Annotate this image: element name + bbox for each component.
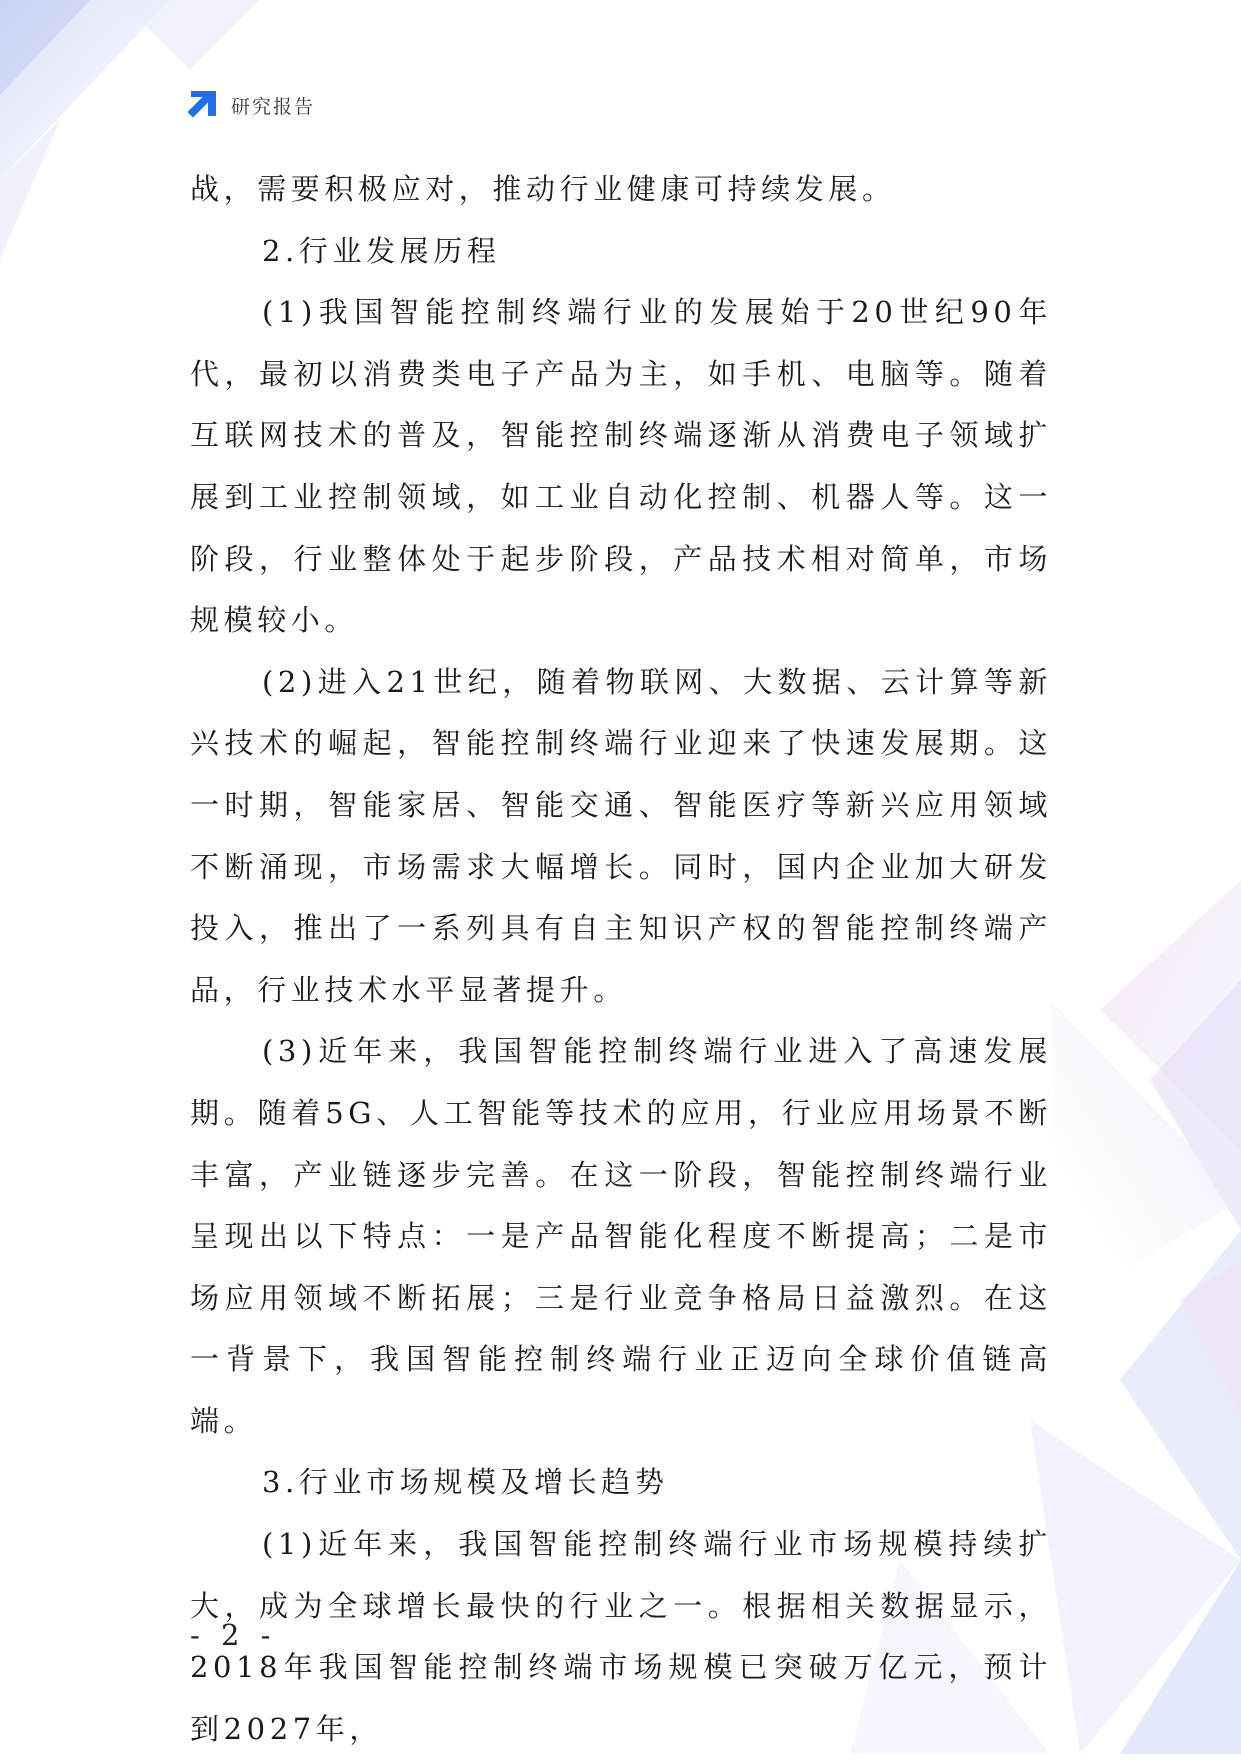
report-header	[185, 88, 315, 122]
paragraph: (2)进入21世纪，随着物联网、大数据、云计算等新兴技术的崛起，智能控制终端行业迎来了快速发展期。这一时期，智能家居、智能交通、智能医疗等新兴应用领域不断涌现，市场需求大幅增长。同时，国内企业加大研发投入，推出了一系列具有自主知识产权的智能控制终端产品，行业技术水平显著提升。	[190, 664, 1052, 1007]
header-title: 研究报告	[231, 95, 316, 118]
section-heading: 2.行业发展历程	[262, 233, 501, 268]
paragraph: (1)近年来，我国智能控制终端行业市场规模持续扩大，成为全球增长最快的行业之一。根据相关数据显示，2018年我国智能控制终端市场规模已突破万亿元，预计到2027年，	[190, 1527, 1052, 1746]
paragraph: (1)我国智能控制终端行业的发展始于20世纪90年代，最初以消费类电子产品为主，如手机、电脑等。随着互联网技术的普及，智能控制终端逐渐从消费电子领域扩展到工业控制领域，如工业自动化控制、机器人等。这一阶段，行业整体处于起步阶段，产品技术相对简单，市场规模较小。	[190, 295, 1052, 638]
page-number: - 2 -	[190, 1618, 277, 1652]
arrow-up-right-icon	[185, 88, 219, 122]
paragraph: (3)近年来，我国智能控制终端行业进入了高速发展期。随着5G、人工智能等技术的应用，行业应用场景不断丰富，产业链逐步完善。在这一阶段，智能控制终端行业呈现出以下特点：一是产品智能化程度不断提高；二是市场应用领域不断拓展；三是行业竞争格局日益激烈。在这一背景下，我国智能控制终端行业正迈向全球价值链高端。	[190, 1034, 1052, 1438]
document-body	[190, 159, 1052, 1760]
section-heading: 3.行业市场规模及增长趋势	[262, 1465, 669, 1500]
continuation-paragraph: 战，需要积极应对，推动行业健康可持续发展。	[190, 172, 896, 206]
